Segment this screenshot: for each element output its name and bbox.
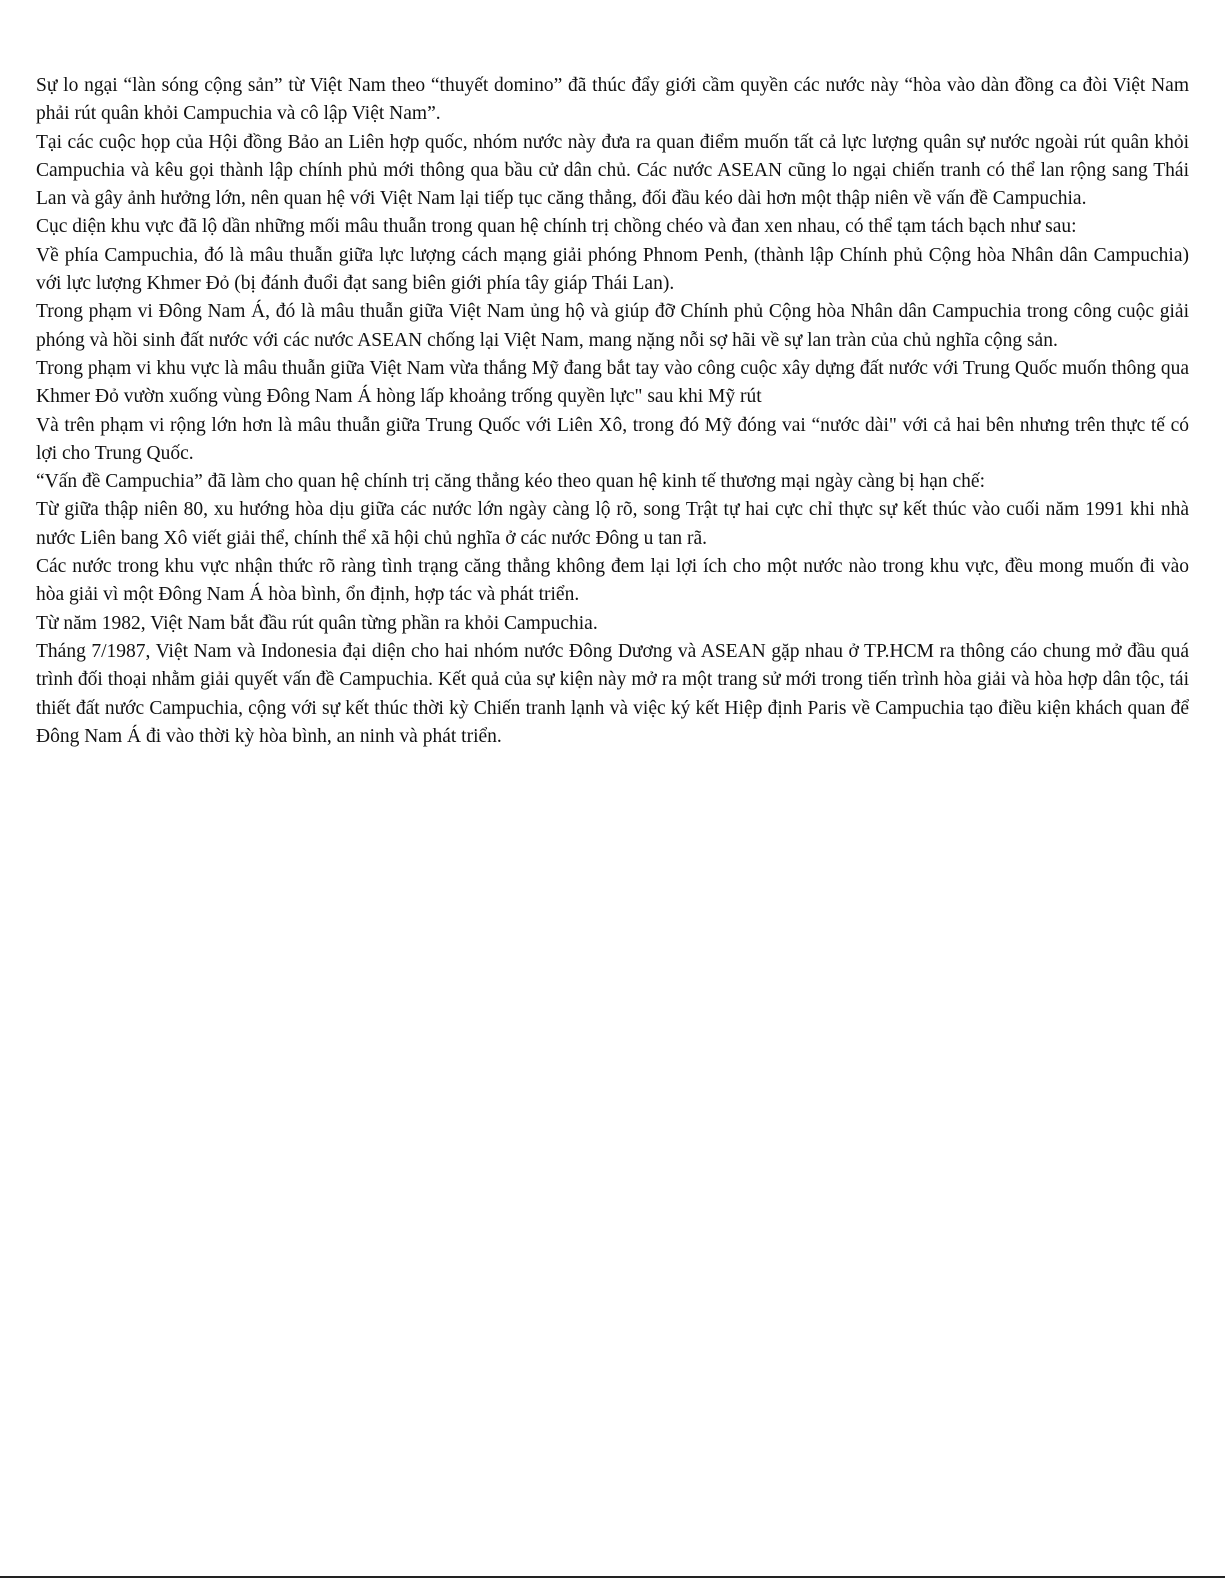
document-body — [36, 72, 1189, 751]
paragraph: Các nước trong khu vực nhận thức rõ ràng tình trạng căng thẳng không đem lại lợi ích cho một nước nào trong khu vực, đều mong muốn đi vào hòa giải vì một Đông Nam Á hòa bình, ổn định, hợp tác và phát triển. — [36, 556, 1189, 606]
paragraph: Từ giữa thập niên 80, xu hướng hòa dịu giữa các nước lớn ngày càng lộ rõ, song Trật tự hai cực chỉ thực sự kết thúc vào cuối năm 1991 khi nhà nước Liên bang Xô viết giải thể, chính thể xã hội chủ nghĩa ở các nước Đông u tan rã. — [36, 499, 1189, 549]
paragraph: Sự lo ngại “làn sóng cộng sản” từ Việt Nam theo “thuyết domino” đã thúc đẩy giới cầm quyền các nước này “hòa vào dàn đồng ca đòi Việt Nam phải rút quân khỏi Campuchia và cô lập Việt Nam”. — [36, 75, 1189, 125]
paragraph: “Vấn đề Campuchia” đã làm cho quan hệ chính trị căng thẳng kéo theo quan hệ kinh tế thương mại ngày càng bị hạn chế: — [36, 471, 985, 493]
page-bottom-border — [0, 1576, 1225, 1578]
paragraph: Và trên phạm vi rộng lớn hơn là mâu thuẫn giữa Trung Quốc với Liên Xô, trong đó Mỹ đóng vai “nước dài" với cả hai bên nhưng trên thực tế có lợi cho Trung Quốc. — [36, 414, 1189, 464]
paragraph: Tại các cuộc họp của Hội đồng Bảo an Liên hợp quốc, nhóm nước này đưa ra quan điểm muốn tất cả lực lượng quân sự nước ngoài rút quân khỏi Campuchia và kêu gọi thành lập chính phủ mới thông qua bầu cử dân chủ. Các nước ASEAN cũng lo ngại chiến tranh có thể lan rộng sang Thái Lan và gây ảnh hưởng lớn, nên quan hệ với Việt Nam lại tiếp tục căng thẳng, đối đầu kéo dài hơn một thập niên về vấn đề Campuchia. — [36, 131, 1189, 210]
paragraph: Tháng 7/1987, Việt Nam và Indonesia đại diện cho hai nhóm nước Đông Dương và ASEAN gặp nhau ở TP.HCM ra thông cáo chung mở đầu quá trình đối thoại nhằm giải quyết vấn đề Campuchia. Kết quả của sự kiện này mở ra một trang sử mới trong tiến trình hòa giải và hòa hợp dân tộc, tái thiết đất nước Campuchia, cộng với sự kết thúc thời kỳ Chiến tranh lạnh và việc ký kết Hiệp định Paris về Campuchia tạo điều kiện khách quan để Đông Nam Á đi vào thời kỳ hòa bình, an ninh và phát triển. — [36, 640, 1189, 747]
paragraph: Cục diện khu vực đã lộ dần những mối mâu thuẫn trong quan hệ chính trị chồng chéo và đan xen nhau, có thể tạm tách bạch như sau: — [36, 216, 1077, 238]
paragraph: Từ năm 1982, Việt Nam bắt đầu rút quân từng phần ra khỏi Campuchia. — [36, 612, 598, 634]
paragraph: Trong phạm vi khu vực là mâu thuẫn giữa Việt Nam vừa thắng Mỹ đang bắt tay vào công cuộc xây dựng đất nước với Trung Quốc muốn thông qua Khmer Đỏ vườn xuống vùng Đông Nam Á hòng lấp khoảng trống quyền lực" sau khi Mỹ rút — [36, 357, 1189, 408]
paragraph: Trong phạm vi Đông Nam Á, đó là mâu thuẫn giữa Việt Nam ủng hộ và giúp đỡ Chính phủ Cộng hòa Nhân dân Campuchia trong công cuộc giải phóng và hồi sinh đất nước với các nước ASEAN chống lại Việt Nam, mang nặng nỗi sợ hãi về sự lan tràn của chủ nghĩa cộng sản. — [36, 301, 1189, 351]
paragraph: Về phía Campuchia, đó là mâu thuẫn giữa lực lượng cách mạng giải phóng Phnom Penh, (thành lập Chính phủ Cộng hòa Nhân dân Campuchia) với lực lượng Khmer Đỏ (bị đánh đuổi đạt sang biên giới phía tây giáp Thái Lan). — [36, 244, 1189, 295]
